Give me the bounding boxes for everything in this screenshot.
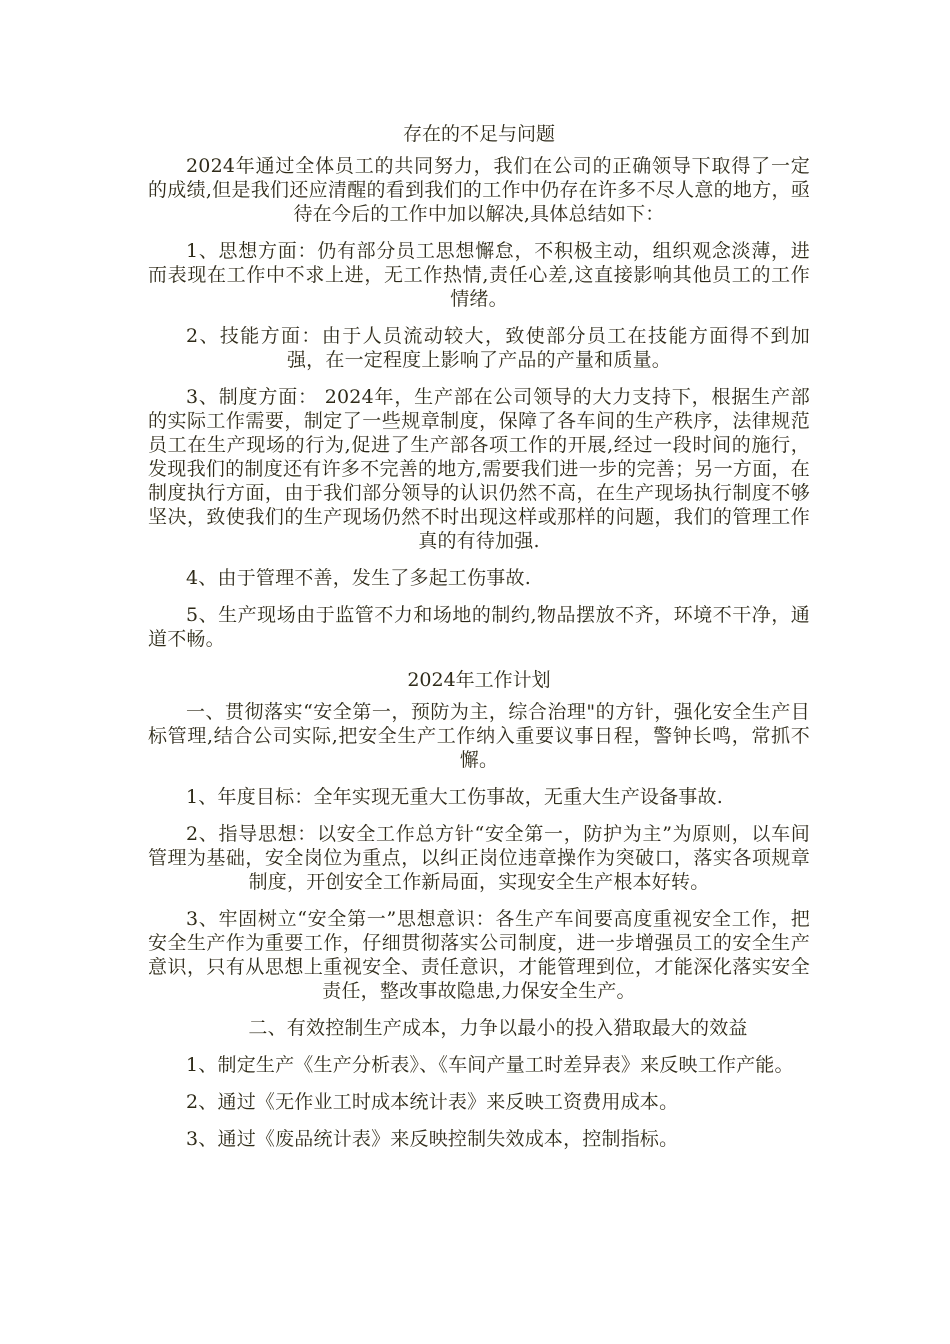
paragraph-ideology: 1、思想方面：仍有部分员工思想懈怠，不积极主动，组织观念淡薄，进而表现在工作中不求上进，无工作热情,责任心差,这直接影响其他员工的工作情绪。 bbox=[148, 240, 810, 310]
paragraph-safety-awareness: 3、牢固树立“安全第一”思想意识：各生产车间要高度重视安全工作，把安全生产作为重要工作，仔细贯彻落实公司制度，进一步增强员工的安全生产意识，只有从思想上重视安全、责任意识，才能管理到位，才能深化落实安全责任，整改事故隐患,力保安全生产。 bbox=[148, 908, 810, 1002]
paragraph-cost-control: 二、有效控制生产成本，力争以最小的投入猎取最大的效益 bbox=[248, 1017, 748, 1039]
paragraph-scrap-stats: 3、通过《废品统计表》来反映控制失效成本，控制指标。 bbox=[186, 1128, 679, 1150]
paragraph-idle-hours: 2、通过《无作业工时成本统计表》来反映工资费用成本。 bbox=[186, 1091, 679, 1113]
paragraph-site: 5、生产现场由于监管不力和场地的制约,物品摆放不齐，环境不干净，通道不畅。 bbox=[148, 604, 810, 650]
paragraph-intro: 2024年通过全体员工的共同努力，我们在公司的正确领导下取得了一定的成绩,但是我们还应清醒的看到我们的工作中仍存在许多不尽人意的地方，亟待在今后的工作中加以解决,具体总结如下： bbox=[148, 155, 810, 225]
paragraph-safety-policy: 一、贯彻落实“安全第一，预防为主，综合治理"的方针，强化安全生产目标管理,结合公司实际,把安全生产工作纳入重要议事日程，警钟长鸣，常抓不懈。 bbox=[148, 701, 810, 771]
paragraph-production-analysis: 1、制定生产《生产分析表》、《车间产量工时差异表》来反映工作产能。 bbox=[186, 1054, 794, 1076]
paragraph-injuries: 4、由于管理不善，发生了多起工伤事故. bbox=[186, 567, 531, 589]
paragraph-system: 3、制度方面： 2024年，生产部在公司领导的大力支持下，根据生产部的实际工作需要，制定了一些规章制度，保障了各车间的生产秩序，法律规范员工在生产现场的行为,促进了生产部各项工作的开展,经过一段时间的施行，发现我们的制度还有许多不完善的地方,需要我们进一步的完善；另一方面，在制度执行方面，由于我们部分领导的认识仍然不高，在生产现场执行制度不够坚决，致使我们的生产现场仍然不时出现这样或那样的问题，我们的管理工作真的有待加强. bbox=[148, 386, 810, 552]
section-heading-plan: 2024年工作计划 bbox=[407, 669, 551, 691]
document-page bbox=[148, 118, 810, 1164]
paragraph-annual-goal: 1、年度目标：全年实现无重大工伤事故，无重大生产设备事故. bbox=[186, 786, 723, 808]
paragraph-skills: 2、技能方面：由于人员流动较大，致使部分员工在技能方面得不到加强，在一定程度上影响了产品的产量和质量。 bbox=[186, 325, 810, 371]
section-heading-shortcomings: 存在的不足与问题 bbox=[402, 123, 555, 145]
paragraph-guiding-idea: 2、指导思想：以安全工作总方针“安全第一，防护为主”为原则，以车间管理为基础，安全岗位为重点，以纠正岗位违章操作为突破口，落实各项规章制度，开创安全工作新局面，实现安全生产根本好转。 bbox=[148, 823, 810, 893]
